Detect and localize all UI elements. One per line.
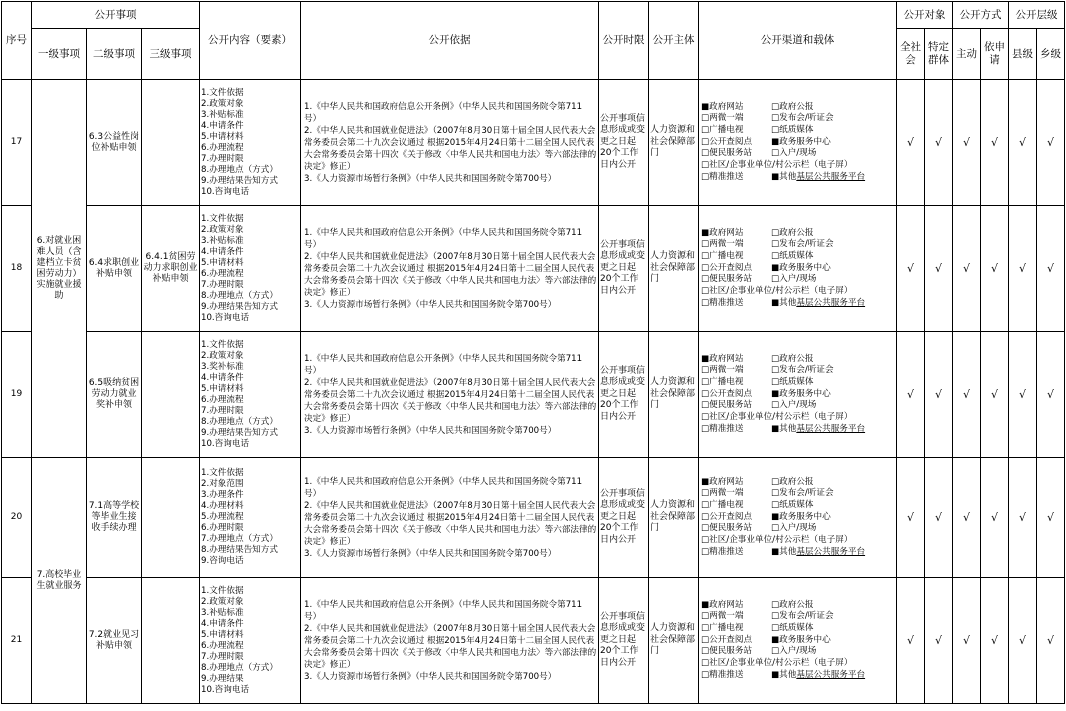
channel-option: □两微一端 xyxy=(701,239,744,250)
level1-item: 6.对就业困难人员（含建档立卡贫困劳动力）实施就业援助 xyxy=(32,80,87,458)
level3-item: 6.4.1贫困劳动力求职创业补贴申领 xyxy=(142,206,200,332)
channel-option: ■政务服务中心 xyxy=(771,634,831,645)
channel-option: □入户/现场 xyxy=(771,523,817,534)
check-mark: √ xyxy=(925,332,953,458)
time-limit: 公开事项信息形成或变更之日起20个工作日内公开 xyxy=(599,80,649,206)
time-limit: 公开事项信息形成或变更之日起20个工作日内公开 xyxy=(599,458,649,578)
channel-option: □广播电视 xyxy=(701,124,744,135)
channel-option: □公开查阅点 xyxy=(701,388,753,399)
content-item: 7.办理时限 xyxy=(201,153,244,164)
channel-option: ■其他 xyxy=(771,171,797,182)
row-seq: 21 xyxy=(2,578,32,704)
channel-option: □精准推送 xyxy=(701,546,744,557)
channel-option: ■政府网站 xyxy=(701,101,744,112)
channel-option: □社区/企事业单位/村公示栏（电子屏） xyxy=(701,160,853,171)
basis-text xyxy=(301,80,599,206)
level3-item xyxy=(142,332,200,458)
header-channel: 公开渠道和载体 xyxy=(699,2,897,80)
channel-other-value: 基层公共服务平台 xyxy=(796,669,866,680)
header-seq: 序号 xyxy=(2,2,32,80)
content-item: 3.办理条件 xyxy=(201,490,244,500)
check-mark: √ xyxy=(897,578,925,704)
level3-item xyxy=(142,80,200,206)
check-mark: √ xyxy=(953,80,981,206)
level2-item: 7.2就业见习补贴申领 xyxy=(87,578,142,704)
check-mark: √ xyxy=(1037,332,1065,458)
content-item: 2.政策对象 xyxy=(201,224,244,235)
content-item: 9.办理结果告知方式 xyxy=(201,301,278,312)
subject-dept: 人力资源和社会保障部门 xyxy=(649,578,699,704)
channel-option: □两微一端 xyxy=(701,365,744,376)
channel-option: □广播电视 xyxy=(701,622,744,633)
content-item: 5.申请材料 xyxy=(201,629,244,640)
time-limit: 公开事项信息形成或变更之日起20个工作日内公开 xyxy=(599,332,649,458)
content-list xyxy=(200,332,301,458)
check-mark: √ xyxy=(981,332,1009,458)
content-item: 1.文件依据 xyxy=(201,585,244,596)
channel-option: □社区/企事业单位/村公示栏（电子屏） xyxy=(701,412,853,423)
channel-option: □纸质媒体 xyxy=(771,250,814,261)
channel-option: ■其他 xyxy=(771,423,797,434)
level3-item xyxy=(142,458,200,578)
channel-option: ■政务服务中心 xyxy=(771,511,831,522)
channel-option: □政府公报 xyxy=(771,476,814,487)
content-item: 5.办理流程 xyxy=(201,512,244,522)
channel-option: □公开查阅点 xyxy=(701,511,753,522)
check-mark: √ xyxy=(1009,332,1037,458)
channel-option: ■政务服务中心 xyxy=(771,136,831,147)
table-row xyxy=(2,332,1065,458)
channel-other-value: 基层公共服务平台 xyxy=(796,297,866,308)
content-item: 9.咨询电话 xyxy=(201,556,244,566)
content-item: 6.办理流程 xyxy=(201,142,244,153)
channel-list xyxy=(699,458,897,578)
header-mode-request: 依申请 xyxy=(981,29,1009,80)
table-row xyxy=(2,458,1065,578)
check-mark: √ xyxy=(925,80,953,206)
channel-option: ■其他 xyxy=(771,669,797,680)
check-mark: √ xyxy=(897,80,925,206)
channel-option: □政府公报 xyxy=(771,353,814,364)
content-item: 9.办理结果 xyxy=(201,673,244,684)
basis-text xyxy=(301,578,599,704)
row-seq: 17 xyxy=(2,80,32,206)
content-item: 1.文件依据 xyxy=(201,87,244,98)
content-item: 9.办理结果告知方式 xyxy=(201,427,278,438)
check-mark: √ xyxy=(1037,578,1065,704)
channel-other-value: 基层公共服务平台 xyxy=(796,171,866,182)
content-list xyxy=(200,80,301,206)
channel-option: □精准推送 xyxy=(701,171,744,182)
basis-content: 1.《中华人民共和国政府信息公开条例》（中华人民共和国国务院令第711号） 2.《中华人民共和国就业促进法》（2007年8月30日第十届全国人民代表大会常务委员会第二十九次会议通过 根据2015年4月24日第十二届全国人民代表大会常务委员会第十四次《关于修改〈中华人民共和国电力法〉等六部法律的决定》修正） 3.《人力资源市场暂行条例》（中华人民共和国国务院令第700号） xyxy=(304,227,597,310)
header-target: 公开对象 xyxy=(897,2,953,29)
channel-option: □精准推送 xyxy=(701,423,744,434)
channel-other-value: 基层公共服务平台 xyxy=(796,423,866,434)
content-item: 8.办理地点（方式） xyxy=(201,164,278,175)
check-mark: √ xyxy=(1037,206,1065,332)
check-mark: √ xyxy=(953,578,981,704)
content-item: 2.对象范围 xyxy=(201,479,244,489)
channel-option: □两微一端 xyxy=(701,113,744,124)
table-row xyxy=(2,578,1065,704)
check-mark: √ xyxy=(925,578,953,704)
content-item: 8.办理结果告知方式 xyxy=(201,545,278,555)
channel-option: □公开查阅点 xyxy=(701,262,753,273)
channel-option: □纸质媒体 xyxy=(771,124,814,135)
channel-option: ■政府网站 xyxy=(701,227,744,238)
check-mark: √ xyxy=(925,458,953,578)
content-item: 4.申请条件 xyxy=(201,372,244,383)
level1-item: 7.高校毕业生就业服务 xyxy=(32,458,87,704)
content-item: 6.办理流程 xyxy=(201,268,244,279)
content-item: 4.办理材料 xyxy=(201,501,244,511)
channel-option: □入户/现场 xyxy=(771,274,817,285)
subject-dept: 人力资源和社会保障部门 xyxy=(649,458,699,578)
channel-option: □发布会/听证会 xyxy=(771,365,834,376)
basis-content: 1.《中华人民共和国政府信息公开条例》（中华人民共和国国务院令第711号） 2.《中华人民共和国就业促进法》（2007年8月30日第十届全国人民代表大会常务委员会第二十九次会议通过 根据2015年4月24日第十二届全国人民代表大会常务委员会第十四次《关于修改〈中华人民共和国电力法〉等六部法律的决定》修正） 3.《人力资源市场暂行条例》（中华人民共和国国务院令第700号） xyxy=(304,353,597,436)
header-mode-active: 主动 xyxy=(953,29,981,80)
header-level1: 一级事项 xyxy=(32,29,87,80)
content-item: 1.文件依据 xyxy=(201,213,244,224)
subject-dept: 人力资源和社会保障部门 xyxy=(649,206,699,332)
channel-option: □便民服务站 xyxy=(701,400,753,411)
level2-item: 7.1高等学校等毕业生接收手续办理 xyxy=(87,458,142,578)
content-item: 8.办理地点（方式） xyxy=(201,416,278,427)
content-item: 6.办理流程 xyxy=(201,394,244,405)
level2-item: 6.5吸纳贫困劳动力就业奖补申领 xyxy=(87,332,142,458)
level2-item: 6.4求职创业补贴申领 xyxy=(87,206,142,332)
header-target-specific: 特定群体 xyxy=(925,29,953,80)
channel-option: □纸质媒体 xyxy=(771,499,814,510)
channel-other-value: 基层公共服务平台 xyxy=(796,546,866,557)
channel-option: □两微一端 xyxy=(701,611,744,622)
header-level3: 三级事项 xyxy=(142,29,200,80)
time-limit: 公开事项信息形成或变更之日起20个工作日内公开 xyxy=(599,578,649,704)
channel-option: □发布会/听证会 xyxy=(771,488,834,499)
channel-option: □两微一端 xyxy=(701,488,744,499)
channel-option: □公开查阅点 xyxy=(701,634,753,645)
content-item: 2.政策对象 xyxy=(201,98,244,109)
content-item: 7.办理时限 xyxy=(201,651,244,662)
basis-content: 1.《中华人民共和国政府信息公开条例》（中华人民共和国国务院令第711号） 2.《中华人民共和国就业促进法》（2007年8月30日第十届全国人民代表大会常务委员会第二十九次会议通过 根据2015年4月24日第十二届全国人民代表大会常务委员会第十四次《关于修改〈中华人民共和国电力法〉等六部法律的决定》修正） 3.《人力资源市场暂行条例》（中华人民共和国国务院令第700号） xyxy=(304,101,597,184)
check-mark: √ xyxy=(953,458,981,578)
channel-option: □政府公报 xyxy=(771,227,814,238)
content-item: 10.咨询电话 xyxy=(201,438,250,449)
check-mark: √ xyxy=(953,332,981,458)
basis-content: 1.《中华人民共和国政府信息公开条例》（中华人民共和国国务院令第711号） 2.《中华人民共和国就业促进法》（2007年8月30日第十届全国人民代表大会常务委员会第二十九次会议通过 根据2015年4月24日第十二届全国人民代表大会常务委员会第十四次《关于修改〈中华人民共和国电力法〉等六部法律的决定》修正） 3.《人力资源市场暂行条例》（中华人民共和国国务院令第700号） xyxy=(304,599,597,682)
channel-option: □政府公报 xyxy=(771,101,814,112)
basis-content: 1.《中华人民共和国政府信息公开条例》（中华人民共和国国务院令第711号） 2.《中华人民共和国就业促进法》（2007年8月30日第十届全国人民代表大会常务委员会第二十九次会议通过 根据2015年4月24日第十二届全国人民代表大会常务委员会第十四次《关于修改〈中华人民共和国电力法〉等六部法律的决定》修正） 3.《人力资源市场暂行条例》（中华人民共和国国务院令第700号） xyxy=(304,476,597,559)
content-item: 3.奖补标准 xyxy=(201,361,244,372)
check-mark: √ xyxy=(897,332,925,458)
content-item: 4.申请条件 xyxy=(201,120,244,131)
channel-option: □广播电视 xyxy=(701,376,744,387)
content-item: 5.申请材料 xyxy=(201,383,244,394)
content-item: 10.咨询电话 xyxy=(201,312,250,323)
channel-option: ■其他 xyxy=(771,546,797,557)
content-item: 6.办理时限 xyxy=(201,523,244,533)
channel-option: □入户/现场 xyxy=(771,400,817,411)
channel-option: ■政府网站 xyxy=(701,353,744,364)
check-mark: √ xyxy=(897,206,925,332)
channel-option: □社区/企事业单位/村公示栏（电子屏） xyxy=(701,658,853,669)
header-level2: 二级事项 xyxy=(87,29,142,80)
channel-option: ■其他 xyxy=(771,297,797,308)
channel-option: □社区/企事业单位/村公示栏（电子屏） xyxy=(701,535,853,546)
channel-option: □公开查阅点 xyxy=(701,136,753,147)
content-item: 6.办理流程 xyxy=(201,640,244,651)
check-mark: √ xyxy=(1009,578,1037,704)
channel-option: □发布会/听证会 xyxy=(771,113,834,124)
check-mark: √ xyxy=(981,458,1009,578)
header-mode: 公开方式 xyxy=(953,2,1009,29)
table-row xyxy=(2,206,1065,332)
content-item: 8.办理地点（方式） xyxy=(201,290,278,301)
content-item: 10.咨询电话 xyxy=(201,186,250,197)
content-item: 7.办理时限 xyxy=(201,279,244,290)
disclosure-table xyxy=(1,1,1065,704)
table-row xyxy=(2,80,1065,206)
content-item: 3.补贴标准 xyxy=(201,235,244,246)
check-mark: √ xyxy=(1009,206,1037,332)
channel-option: ■政府网站 xyxy=(701,599,744,610)
row-seq: 20 xyxy=(2,458,32,578)
check-mark: √ xyxy=(981,206,1009,332)
basis-text xyxy=(301,458,599,578)
channel-option: ■政务服务中心 xyxy=(771,388,831,399)
content-list xyxy=(200,206,301,332)
channel-option: ■政务服务中心 xyxy=(771,262,831,273)
content-item: 8.办理地点（方式） xyxy=(201,662,278,673)
level3-item xyxy=(142,578,200,704)
content-item: 2.政策对象 xyxy=(201,350,244,361)
content-item: 9.办理结果告知方式 xyxy=(201,175,278,186)
channel-option: ■政府网站 xyxy=(701,476,744,487)
channel-option: □纸质媒体 xyxy=(771,376,814,387)
content-item: 4.申请条件 xyxy=(201,246,244,257)
level2-item: 6.3公益性岗位补贴申领 xyxy=(87,80,142,206)
check-mark: √ xyxy=(953,206,981,332)
content-list xyxy=(200,458,301,578)
check-mark: √ xyxy=(981,578,1009,704)
check-mark: √ xyxy=(981,80,1009,206)
channel-option: □社区/企事业单位/村公示栏（电子屏） xyxy=(701,286,853,297)
channel-option: □发布会/听证会 xyxy=(771,611,834,622)
check-mark: √ xyxy=(1009,80,1037,206)
channel-list xyxy=(699,332,897,458)
content-item: 1.文件依据 xyxy=(201,468,244,478)
subject-dept: 人力资源和社会保障部门 xyxy=(649,80,699,206)
header-layer-town: 乡级 xyxy=(1037,29,1065,80)
header-target-all: 全社会 xyxy=(897,29,925,80)
content-item: 3.补贴标准 xyxy=(201,109,244,120)
basis-text xyxy=(301,332,599,458)
channel-option: □发布会/听证会 xyxy=(771,239,834,250)
channel-list xyxy=(699,578,897,704)
channel-option: □纸质媒体 xyxy=(771,622,814,633)
content-item: 2.政策对象 xyxy=(201,596,244,607)
channel-option: □便民服务站 xyxy=(701,523,753,534)
content-item: 4.申请条件 xyxy=(201,618,244,629)
channel-list xyxy=(699,206,897,332)
header-layer: 公开层级 xyxy=(1009,2,1065,29)
content-item: 1.文件依据 xyxy=(201,339,244,350)
channel-list xyxy=(699,80,897,206)
channel-option: □入户/现场 xyxy=(771,148,817,159)
check-mark: √ xyxy=(897,458,925,578)
channel-option: □政府公报 xyxy=(771,599,814,610)
header-time: 公开时限 xyxy=(599,2,649,80)
header-content: 公开内容（要素） xyxy=(200,2,301,80)
header-subject: 公开主体 xyxy=(649,2,699,80)
content-item: 7.办理地点（方式） xyxy=(201,534,278,544)
channel-option: □广播电视 xyxy=(701,250,744,261)
content-item: 3.补贴标准 xyxy=(201,607,244,618)
subject-dept: 人力资源和社会保障部门 xyxy=(649,332,699,458)
basis-text xyxy=(301,206,599,332)
channel-option: □便民服务站 xyxy=(701,148,753,159)
check-mark: √ xyxy=(925,206,953,332)
row-seq: 18 xyxy=(2,206,32,332)
row-seq: 19 xyxy=(2,332,32,458)
content-item: 5.申请材料 xyxy=(201,257,244,268)
check-mark: √ xyxy=(1037,80,1065,206)
content-item: 7.办理时限 xyxy=(201,405,244,416)
channel-option: □便民服务站 xyxy=(701,274,753,285)
content-list xyxy=(200,578,301,704)
header-layer-county: 县级 xyxy=(1009,29,1037,80)
content-item: 10.咨询电话 xyxy=(201,684,250,695)
header-matter: 公开事项 xyxy=(32,2,200,29)
channel-option: □精准推送 xyxy=(701,297,744,308)
header-basis: 公开依据 xyxy=(301,2,599,80)
channel-option: □精准推送 xyxy=(701,669,744,680)
channel-option: □入户/现场 xyxy=(771,646,817,657)
channel-option: □广播电视 xyxy=(701,499,744,510)
content-item: 5.申请材料 xyxy=(201,131,244,142)
channel-option: □便民服务站 xyxy=(701,646,753,657)
time-limit: 公开事项信息形成或变更之日起20个工作日内公开 xyxy=(599,206,649,332)
check-mark: √ xyxy=(1037,458,1065,578)
check-mark: √ xyxy=(1009,458,1037,578)
